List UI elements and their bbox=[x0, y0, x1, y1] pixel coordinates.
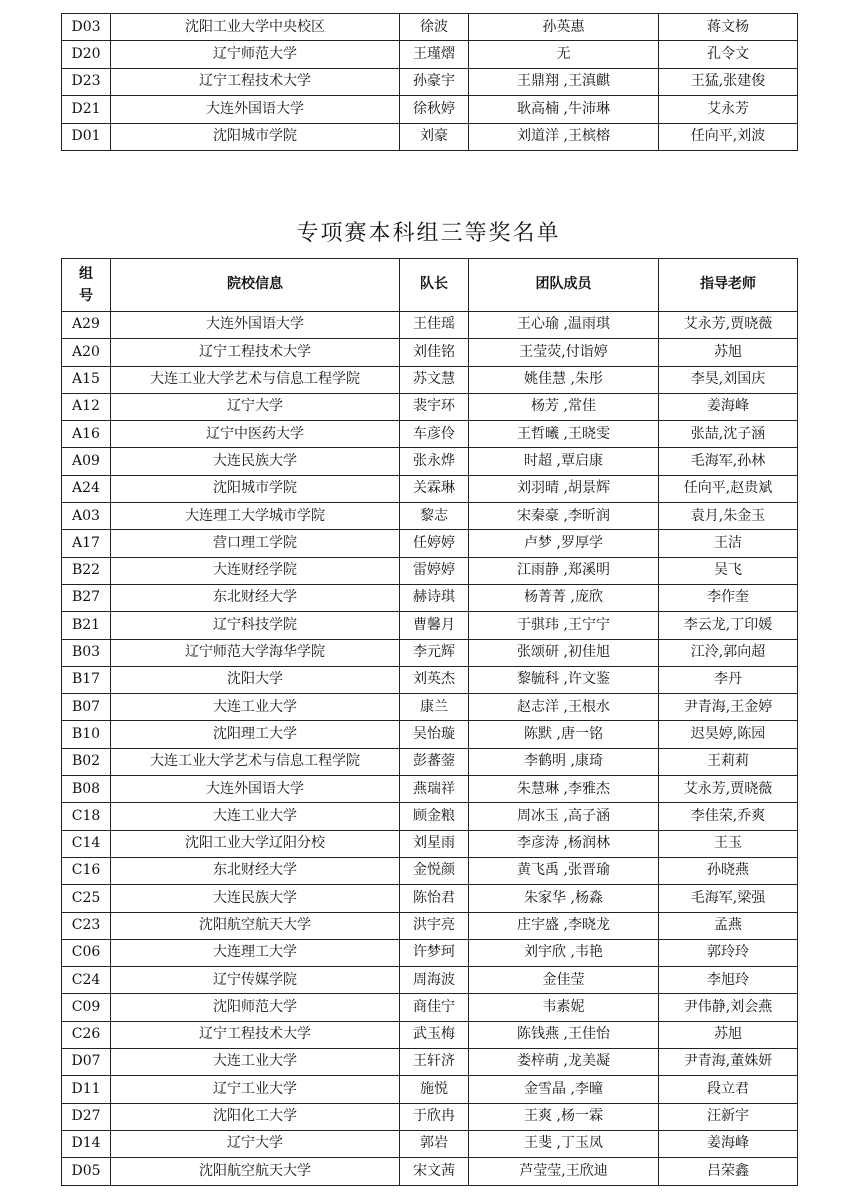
cell-members: 朱家华 ,杨淼 bbox=[469, 885, 659, 912]
cell-members: 黄飞禹 ,张晋瑜 bbox=[469, 857, 659, 884]
cell-school: 辽宁中医药大学 bbox=[111, 421, 400, 448]
cell-members: 金雪晶 ,李曈 bbox=[469, 1076, 659, 1103]
cell-school: 辽宁大学 bbox=[111, 1130, 400, 1157]
header-group: 组 号 bbox=[62, 259, 111, 312]
cell-members: 宋秦豪 ,李昕润 bbox=[469, 503, 659, 530]
table-row bbox=[62, 530, 798, 557]
cell-advisor: 袁月,朱金玉 bbox=[659, 503, 798, 530]
cell-school: 大连民族大学 bbox=[111, 885, 400, 912]
cell-members: 耿高楠 ,牛沛琳 bbox=[469, 96, 659, 123]
cell-members: 王斐 ,丁玉凤 bbox=[469, 1130, 659, 1157]
cell-members: 庄宇盛 ,李晓龙 bbox=[469, 912, 659, 939]
cell-members: 王心瑜 ,温雨琪 bbox=[469, 312, 659, 339]
table-row bbox=[62, 1049, 798, 1076]
cell-school: 营口理工学院 bbox=[111, 530, 400, 557]
table-row bbox=[62, 612, 798, 639]
table-row bbox=[62, 421, 798, 448]
table-row bbox=[62, 339, 798, 366]
cell-captain: 刘星雨 bbox=[400, 830, 469, 857]
cell-captain: 许梦珂 bbox=[400, 939, 469, 966]
cell-members: 周冰玉 ,高子涵 bbox=[469, 803, 659, 830]
table-row bbox=[62, 639, 798, 666]
cell-captain: 金悦颜 bbox=[400, 857, 469, 884]
cell-advisor: 姜海峰 bbox=[659, 393, 798, 420]
cell-group: C06 bbox=[62, 939, 111, 966]
cell-advisor: 尹青海,王金婷 bbox=[659, 694, 798, 721]
table-row bbox=[62, 721, 798, 748]
cell-school: 大连外国语大学 bbox=[111, 312, 400, 339]
cell-advisor: 李佳荣,乔爽 bbox=[659, 803, 798, 830]
cell-members: 孙英惠 bbox=[469, 14, 659, 41]
cell-school: 辽宁师范大学 bbox=[111, 41, 400, 68]
cell-school: 大连理工大学 bbox=[111, 939, 400, 966]
cell-school: 沈阳工业大学中央校区 bbox=[111, 14, 400, 41]
cell-school: 辽宁工程技术大学 bbox=[111, 339, 400, 366]
cell-school: 大连工业大学艺术与信息工程学院 bbox=[111, 366, 400, 393]
cell-captain: 王佳瑶 bbox=[400, 312, 469, 339]
cell-captain: 黎志 bbox=[400, 503, 469, 530]
cell-advisor: 毛海军,孙林 bbox=[659, 448, 798, 475]
cell-group: B02 bbox=[62, 748, 111, 775]
cell-advisor: 郭玲玲 bbox=[659, 939, 798, 966]
cell-advisor: 苏旭 bbox=[659, 339, 798, 366]
table-row bbox=[62, 312, 798, 339]
cell-school: 沈阳城市学院 bbox=[111, 475, 400, 502]
cell-group: C18 bbox=[62, 803, 111, 830]
cell-school: 大连工业大学 bbox=[111, 694, 400, 721]
cell-advisor: 任向平,赵贵斌 bbox=[659, 475, 798, 502]
cell-captain: 徐波 bbox=[400, 14, 469, 41]
cell-captain: 王瑾熠 bbox=[400, 41, 469, 68]
cell-members: 黎毓科 ,许文鉴 bbox=[469, 666, 659, 693]
cell-members: 赵志洋 ,王根水 bbox=[469, 694, 659, 721]
cell-advisor: 孟燕 bbox=[659, 912, 798, 939]
cell-advisor: 孔令文 bbox=[659, 41, 798, 68]
cell-members: 姚佳慧 ,朱彤 bbox=[469, 366, 659, 393]
cell-advisor: 段立君 bbox=[659, 1076, 798, 1103]
cell-captain: 孙豪宇 bbox=[400, 68, 469, 95]
cell-group: C09 bbox=[62, 994, 111, 1021]
cell-group: D14 bbox=[62, 1130, 111, 1157]
cell-group: B07 bbox=[62, 694, 111, 721]
cell-members: 王鼎翔 ,王滇麒 bbox=[469, 68, 659, 95]
cell-captain: 徐秋婷 bbox=[400, 96, 469, 123]
cell-advisor: 任向平,刘波 bbox=[659, 123, 798, 150]
cell-captain: 苏文慧 bbox=[400, 366, 469, 393]
cell-school: 东北财经大学 bbox=[111, 584, 400, 611]
cell-captain: 彭蕃蓥 bbox=[400, 748, 469, 775]
cell-members: 江雨静 ,郑溪明 bbox=[469, 557, 659, 584]
cell-members: 陈钱燕 ,王佳怡 bbox=[469, 1021, 659, 1048]
cell-captain: 王轩济 bbox=[400, 1049, 469, 1076]
table-row bbox=[62, 1130, 798, 1157]
cell-school: 沈阳大学 bbox=[111, 666, 400, 693]
cell-advisor: 汪新宇 bbox=[659, 1103, 798, 1130]
cell-advisor: 王洁 bbox=[659, 530, 798, 557]
cell-advisor: 李丹 bbox=[659, 666, 798, 693]
cell-captain: 康兰 bbox=[400, 694, 469, 721]
table-row bbox=[62, 803, 798, 830]
table-row bbox=[62, 857, 798, 884]
cell-advisor: 艾永芳 bbox=[659, 96, 798, 123]
cell-school: 大连工业大学 bbox=[111, 1049, 400, 1076]
cell-members: 芦莹莹,王欣迪 bbox=[469, 1158, 659, 1185]
cell-advisor: 李旭玲 bbox=[659, 967, 798, 994]
cell-members: 娄梓萌 ,龙美凝 bbox=[469, 1049, 659, 1076]
cell-members: 王哲曦 ,王晓雯 bbox=[469, 421, 659, 448]
page-title: 专项赛本科组三等奖名单 bbox=[296, 221, 561, 246]
cell-group: A20 bbox=[62, 339, 111, 366]
table-row bbox=[62, 41, 798, 68]
cell-group: C25 bbox=[62, 885, 111, 912]
cell-members: 李鹤明 ,康琦 bbox=[469, 748, 659, 775]
cell-captain: 刘豪 bbox=[400, 123, 469, 150]
cell-group: D23 bbox=[62, 68, 111, 95]
cell-members: 李彦涛 ,杨润林 bbox=[469, 830, 659, 857]
table-row bbox=[62, 584, 798, 611]
cell-captain: 刘英杰 bbox=[400, 666, 469, 693]
cell-advisor: 尹伟静,刘会燕 bbox=[659, 994, 798, 1021]
cell-advisor: 迟昊婷,陈园 bbox=[659, 721, 798, 748]
cell-group: B03 bbox=[62, 639, 111, 666]
cell-captain: 李元辉 bbox=[400, 639, 469, 666]
cell-group: C23 bbox=[62, 912, 111, 939]
cell-captain: 陈怡君 bbox=[400, 885, 469, 912]
header-row bbox=[62, 259, 798, 312]
cell-school: 辽宁科技学院 bbox=[111, 612, 400, 639]
table-row bbox=[62, 475, 798, 502]
table-row bbox=[62, 366, 798, 393]
cell-group: A29 bbox=[62, 312, 111, 339]
table-row bbox=[62, 1103, 798, 1130]
cell-members: 韦素妮 bbox=[469, 994, 659, 1021]
cell-advisor: 吴飞 bbox=[659, 557, 798, 584]
cell-school: 沈阳理工大学 bbox=[111, 721, 400, 748]
cell-captain: 武玉梅 bbox=[400, 1021, 469, 1048]
cell-advisor: 王猛,张建俊 bbox=[659, 68, 798, 95]
cell-group: D03 bbox=[62, 14, 111, 41]
cell-members: 杨菁菁 ,庞欣 bbox=[469, 584, 659, 611]
cell-captain: 刘佳铭 bbox=[400, 339, 469, 366]
table-row bbox=[62, 776, 798, 803]
table-row bbox=[62, 393, 798, 420]
table-row bbox=[62, 14, 798, 41]
third-prize-table-body bbox=[62, 312, 798, 1186]
cell-group: D11 bbox=[62, 1076, 111, 1103]
cell-school: 大连理工大学城市学院 bbox=[111, 503, 400, 530]
cell-group: D05 bbox=[62, 1158, 111, 1185]
table-row bbox=[62, 694, 798, 721]
cell-group: B22 bbox=[62, 557, 111, 584]
table-row bbox=[62, 123, 798, 150]
cell-group: A12 bbox=[62, 393, 111, 420]
cell-captain: 于欣冉 bbox=[400, 1103, 469, 1130]
cell-school: 辽宁传媒学院 bbox=[111, 967, 400, 994]
table-row bbox=[62, 96, 798, 123]
cell-captain: 顾金粮 bbox=[400, 803, 469, 830]
cell-members: 王爽 ,杨一霖 bbox=[469, 1103, 659, 1130]
cell-school: 大连工业大学艺术与信息工程学院 bbox=[111, 748, 400, 775]
cell-school: 沈阳工业大学辽阳分校 bbox=[111, 830, 400, 857]
table-row bbox=[62, 503, 798, 530]
cell-members: 金佳莹 bbox=[469, 967, 659, 994]
cell-group: A09 bbox=[62, 448, 111, 475]
cell-group: A17 bbox=[62, 530, 111, 557]
cell-group: A15 bbox=[62, 366, 111, 393]
cell-advisor: 姜海峰 bbox=[659, 1130, 798, 1157]
cell-school: 大连工业大学 bbox=[111, 803, 400, 830]
cell-group: B10 bbox=[62, 721, 111, 748]
cell-group: B21 bbox=[62, 612, 111, 639]
cell-captain: 洪宇亮 bbox=[400, 912, 469, 939]
cell-members: 张颂研 ,初佳旭 bbox=[469, 639, 659, 666]
cell-members: 卢梦 ,罗厚学 bbox=[469, 530, 659, 557]
header-captain: 队长 bbox=[400, 259, 469, 312]
table-header bbox=[62, 259, 798, 312]
header-advisor: 指导老师 bbox=[659, 259, 798, 312]
cell-school: 辽宁师范大学海华学院 bbox=[111, 639, 400, 666]
cell-advisor: 李昊,刘国庆 bbox=[659, 366, 798, 393]
cell-members: 朱慧琳 ,李雅杰 bbox=[469, 776, 659, 803]
cell-group: B08 bbox=[62, 776, 111, 803]
table-row bbox=[62, 1076, 798, 1103]
cell-captain: 任婷婷 bbox=[400, 530, 469, 557]
cell-group: C26 bbox=[62, 1021, 111, 1048]
cell-group: A24 bbox=[62, 475, 111, 502]
cell-group: A03 bbox=[62, 503, 111, 530]
cell-school: 沈阳航空航天大学 bbox=[111, 912, 400, 939]
table-row bbox=[62, 912, 798, 939]
cell-school: 沈阳师范大学 bbox=[111, 994, 400, 1021]
table-row bbox=[62, 885, 798, 912]
cell-members: 刘道洋 ,王槟榕 bbox=[469, 123, 659, 150]
table-row bbox=[62, 967, 798, 994]
cell-members: 杨芳 ,常佳 bbox=[469, 393, 659, 420]
cell-school: 大连财经学院 bbox=[111, 557, 400, 584]
cell-advisor: 蒋文杨 bbox=[659, 14, 798, 41]
cell-advisor: 毛海军,梁强 bbox=[659, 885, 798, 912]
cell-captain: 吴怡璇 bbox=[400, 721, 469, 748]
cell-advisor: 王莉莉 bbox=[659, 748, 798, 775]
cell-captain: 燕瑞祥 bbox=[400, 776, 469, 803]
cell-advisor: 李云龙,丁印媛 bbox=[659, 612, 798, 639]
cell-captain: 周海波 bbox=[400, 967, 469, 994]
cell-captain: 裴宇环 bbox=[400, 393, 469, 420]
cell-school: 辽宁工程技术大学 bbox=[111, 1021, 400, 1048]
cell-advisor: 李作奎 bbox=[659, 584, 798, 611]
cell-group: C14 bbox=[62, 830, 111, 857]
cell-advisor: 尹青海,董姝妍 bbox=[659, 1049, 798, 1076]
header-school: 院校信息 bbox=[111, 259, 400, 312]
table-row bbox=[62, 994, 798, 1021]
third-prize-table bbox=[61, 258, 798, 1186]
cell-captain: 曹馨月 bbox=[400, 612, 469, 639]
cell-captain: 赫诗琪 bbox=[400, 584, 469, 611]
cell-members: 陈默 ,唐一铭 bbox=[469, 721, 659, 748]
cell-captain: 雷婷婷 bbox=[400, 557, 469, 584]
table-row bbox=[62, 748, 798, 775]
cell-group: C24 bbox=[62, 967, 111, 994]
cell-group: B17 bbox=[62, 666, 111, 693]
table-row bbox=[62, 68, 798, 95]
cell-members: 无 bbox=[469, 41, 659, 68]
cell-members: 刘宇欣 ,韦艳 bbox=[469, 939, 659, 966]
cell-school: 辽宁工业大学 bbox=[111, 1076, 400, 1103]
cell-group: D07 bbox=[62, 1049, 111, 1076]
cell-school: 沈阳化工大学 bbox=[111, 1103, 400, 1130]
cell-group: D20 bbox=[62, 41, 111, 68]
table-row bbox=[62, 557, 798, 584]
cell-advisor: 苏旭 bbox=[659, 1021, 798, 1048]
cell-group: C16 bbox=[62, 857, 111, 884]
cell-group: D27 bbox=[62, 1103, 111, 1130]
cell-captain: 商佳宁 bbox=[400, 994, 469, 1021]
cell-school: 东北财经大学 bbox=[111, 857, 400, 884]
cell-captain: 张永烨 bbox=[400, 448, 469, 475]
continued-award-table bbox=[61, 13, 798, 151]
cell-advisor: 艾永芳,贾晓薇 bbox=[659, 776, 798, 803]
cell-advisor: 张喆,沈子涵 bbox=[659, 421, 798, 448]
cell-captain: 关霖琳 bbox=[400, 475, 469, 502]
cell-school: 大连民族大学 bbox=[111, 448, 400, 475]
cell-captain: 施悦 bbox=[400, 1076, 469, 1103]
cell-school: 大连外国语大学 bbox=[111, 776, 400, 803]
cell-group: B27 bbox=[62, 584, 111, 611]
cell-group: D21 bbox=[62, 96, 111, 123]
cell-members: 时超 ,覃启康 bbox=[469, 448, 659, 475]
table-row bbox=[62, 1158, 798, 1185]
cell-advisor: 孙晓燕 bbox=[659, 857, 798, 884]
table-row bbox=[62, 830, 798, 857]
cell-advisor: 吕荣鑫 bbox=[659, 1158, 798, 1185]
cell-captain: 车彦伶 bbox=[400, 421, 469, 448]
cell-members: 王莹荧,付诣婷 bbox=[469, 339, 659, 366]
cell-school: 辽宁大学 bbox=[111, 393, 400, 420]
cell-captain: 宋文茜 bbox=[400, 1158, 469, 1185]
cell-school: 辽宁工程技术大学 bbox=[111, 68, 400, 95]
cell-school: 沈阳航空航天大学 bbox=[111, 1158, 400, 1185]
cell-advisor: 王玉 bbox=[659, 830, 798, 857]
cell-advisor: 江泠,郭向超 bbox=[659, 639, 798, 666]
table-row bbox=[62, 939, 798, 966]
table-row bbox=[62, 448, 798, 475]
cell-school: 大连外国语大学 bbox=[111, 96, 400, 123]
cell-members: 于骐玮 ,王宁宁 bbox=[469, 612, 659, 639]
cell-advisor: 艾永芳,贾晓薇 bbox=[659, 312, 798, 339]
continued-award-table-body bbox=[62, 14, 798, 151]
cell-members: 刘羽晴 ,胡景辉 bbox=[469, 475, 659, 502]
table-row bbox=[62, 1021, 798, 1048]
cell-group: D01 bbox=[62, 123, 111, 150]
cell-group: A16 bbox=[62, 421, 111, 448]
cell-school: 沈阳城市学院 bbox=[111, 123, 400, 150]
table-row bbox=[62, 666, 798, 693]
cell-captain: 郭岩 bbox=[400, 1130, 469, 1157]
header-members: 团队成员 bbox=[469, 259, 659, 312]
